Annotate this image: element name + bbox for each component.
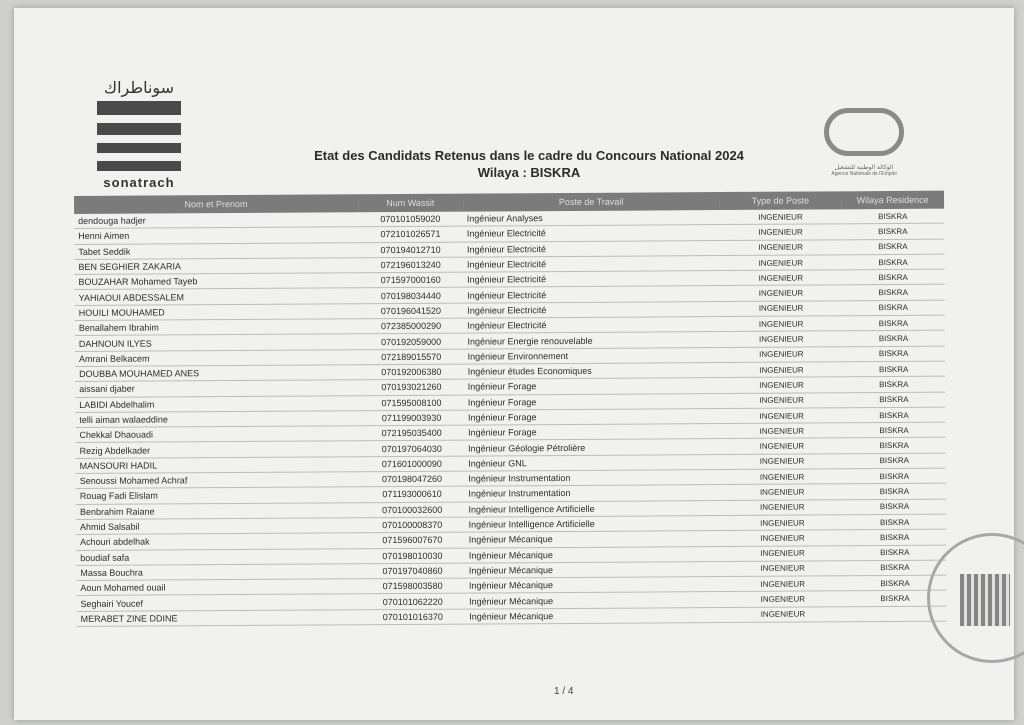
cell-wilaya: BISKRA bbox=[843, 453, 946, 469]
cell-num-wassit: 070100008370 bbox=[360, 517, 465, 533]
cell-name: MANSOURI HADIL bbox=[76, 457, 360, 474]
col-header-name: Nom et Prenom bbox=[74, 194, 358, 214]
cell-poste: Ingénieur Electricité bbox=[463, 301, 720, 318]
document-page bbox=[14, 8, 1014, 720]
cell-name: Rezig Abdelkader bbox=[76, 441, 360, 458]
cell-type: INGENIEUR bbox=[720, 239, 842, 255]
cell-wilaya: BISKRA bbox=[843, 529, 946, 545]
cell-name: Henni Aimen bbox=[74, 227, 358, 244]
cell-name: Benallahem Ibrahim bbox=[75, 319, 359, 336]
cell-name: LABIDI Abdelhalim bbox=[75, 395, 359, 412]
cell-type: INGENIEUR bbox=[722, 591, 844, 607]
cell-poste: Ingénieur Mécanique bbox=[465, 607, 722, 624]
cell-wilaya: BISKRA bbox=[844, 575, 947, 591]
cell-num-wassit: 072196013240 bbox=[358, 257, 463, 273]
cell-num-wassit: 071199003930 bbox=[359, 410, 464, 426]
cell-wilaya: BISKRA bbox=[842, 300, 945, 316]
title-line-2: Wilaya : BISKRA bbox=[477, 165, 581, 180]
cell-poste: Ingénieur Intelligence Artificielle bbox=[464, 500, 721, 517]
cell-poste: Ingénieur Mécanique bbox=[465, 561, 722, 578]
cell-name: Tabet Seddik bbox=[74, 242, 358, 259]
cell-num-wassit: 070197040860 bbox=[360, 563, 465, 579]
cell-type: INGENIEUR bbox=[721, 499, 843, 515]
cell-poste: Ingénieur Environnement bbox=[464, 347, 721, 364]
cell-type: INGENIEUR bbox=[720, 224, 842, 240]
cell-wilaya: BISKRA bbox=[843, 484, 946, 500]
cell-name: Benbrahim Raiane bbox=[76, 502, 360, 519]
cell-poste: Ingénieur Mécanique bbox=[465, 546, 722, 563]
cell-num-wassit: 072195035400 bbox=[359, 425, 464, 441]
col-header-poste: Poste de Travail bbox=[463, 192, 720, 212]
cell-num-wassit: 070194012710 bbox=[358, 242, 463, 258]
cell-type: INGENIEUR bbox=[721, 515, 843, 531]
cell-type: INGENIEUR bbox=[720, 331, 842, 347]
cell-type: INGENIEUR bbox=[722, 607, 844, 623]
cell-wilaya: BISKRA bbox=[843, 407, 946, 423]
cell-wilaya: BISKRA bbox=[842, 346, 945, 362]
cell-name: Achouri abdelhak bbox=[76, 533, 360, 550]
cell-name: telli aiman walaeddine bbox=[75, 411, 359, 428]
cell-type: INGENIEUR bbox=[721, 392, 843, 408]
cell-type: INGENIEUR bbox=[720, 301, 842, 317]
cell-poste: Ingénieur Energie renouvelable bbox=[463, 332, 720, 349]
cell-wilaya: BISKRA bbox=[842, 269, 945, 285]
cell-name: Aoun Mohamed ouail bbox=[76, 579, 360, 596]
cell-type: INGENIEUR bbox=[721, 408, 843, 424]
cell-num-wassit: 070198034440 bbox=[358, 288, 463, 304]
cell-wilaya: BISKRA bbox=[843, 499, 946, 515]
cell-type: INGENIEUR bbox=[720, 285, 842, 301]
cell-name: DAHNOUN ILYES bbox=[75, 334, 359, 351]
cell-wilaya: BISKRA bbox=[843, 545, 946, 561]
cell-type: INGENIEUR bbox=[721, 454, 843, 470]
cell-num-wassit: 071598003580 bbox=[360, 578, 465, 594]
cell-poste: Ingénieur Electricité bbox=[463, 225, 720, 242]
cell-name: BEN SEGHIER ZAKARIA bbox=[74, 258, 358, 275]
cell-wilaya: BISKRA bbox=[841, 209, 944, 224]
cell-poste: Ingénieur GNL bbox=[464, 454, 721, 471]
logo-arabic-text: سوناطراك bbox=[103, 78, 175, 97]
cell-name: MERABET ZINE DDINE bbox=[77, 609, 361, 626]
cell-num-wassit: 071595008100 bbox=[359, 395, 464, 411]
cell-type: INGENIEUR bbox=[721, 423, 843, 439]
anem-logo bbox=[809, 108, 919, 177]
cell-type: INGENIEUR bbox=[720, 346, 842, 362]
cell-wilaya: BISKRA bbox=[842, 392, 945, 408]
candidates-table bbox=[74, 191, 947, 627]
col-header-type: Type de Poste bbox=[719, 191, 841, 210]
cell-poste: Ingénieur Electricité bbox=[463, 317, 720, 334]
cell-wilaya: BISKRA bbox=[843, 438, 946, 454]
cell-name: Chekkal Dhaouadi bbox=[75, 426, 359, 443]
cell-name: boudiaf safa bbox=[76, 548, 360, 565]
document-title bbox=[264, 148, 794, 180]
cell-num-wassit: 071193000610 bbox=[360, 486, 465, 502]
cell-poste: Ingénieur Electricité bbox=[463, 271, 720, 288]
cell-num-wassit: 070193021260 bbox=[359, 379, 464, 395]
cell-poste: Ingénieur Electricité bbox=[463, 255, 720, 272]
cell-name: DOUBBA MOUHAMED ANES bbox=[75, 365, 359, 382]
cell-type: INGENIEUR bbox=[720, 316, 842, 332]
anem-arabic-text: الوكالة الوطنية للتشغيل bbox=[834, 164, 894, 171]
cell-name: Senoussi Mohamed Achraf bbox=[76, 472, 360, 489]
cell-wilaya: BISKRA bbox=[841, 223, 944, 239]
qr-code-icon bbox=[960, 574, 1010, 626]
cell-num-wassit: 072101026571 bbox=[358, 226, 463, 242]
cell-type: INGENIEUR bbox=[720, 209, 842, 225]
cell-name: HOUILI MOUHAMED bbox=[75, 304, 359, 321]
cell-wilaya: BISKRA bbox=[844, 591, 947, 607]
cell-poste: Ingénieur Forage bbox=[464, 408, 721, 425]
cell-type: INGENIEUR bbox=[722, 530, 844, 546]
cell-num-wassit: 070197064030 bbox=[359, 441, 464, 457]
cell-wilaya: BISKRA bbox=[843, 422, 946, 438]
cell-num-wassit: 071601000090 bbox=[360, 456, 465, 472]
cell-poste: Ingénieur Mécanique bbox=[465, 592, 722, 609]
cell-poste: Ingénieur Instrumentation bbox=[464, 485, 721, 502]
cell-num-wassit: 070101016370 bbox=[360, 609, 465, 625]
cell-name: Massa Bouchra bbox=[76, 564, 360, 581]
cell-name: Amrani Belkacem bbox=[75, 349, 359, 366]
cell-poste: Ingénieur Forage bbox=[464, 393, 721, 410]
title-line-1: Etat des Candidats Retenus dans le cadre du Concours National 2024 bbox=[314, 148, 744, 163]
col-header-wilaya: Wilaya Residence bbox=[841, 191, 944, 210]
cell-type: INGENIEUR bbox=[721, 469, 843, 485]
cell-type: INGENIEUR bbox=[722, 545, 844, 561]
cell-wilaya: BISKRA bbox=[843, 514, 946, 530]
col-header-num: Num Wassit bbox=[358, 194, 463, 213]
cell-wilaya: BISKRA bbox=[842, 254, 945, 270]
sonatrach-mark-icon bbox=[97, 101, 181, 171]
cell-name: Seghairi Youcef bbox=[76, 594, 360, 611]
sonatrach-logo bbox=[84, 78, 194, 190]
anem-ring-icon bbox=[824, 108, 904, 156]
cell-num-wassit: 071597000160 bbox=[358, 272, 463, 288]
cell-poste: Ingénieur Géologie Pétrolière bbox=[464, 439, 721, 456]
cell-num-wassit: 070198010030 bbox=[360, 548, 465, 564]
cell-num-wassit: 070100032600 bbox=[360, 502, 465, 518]
logo-name: sonatrach bbox=[103, 175, 175, 190]
cell-num-wassit: 070192059000 bbox=[359, 333, 464, 349]
cell-num-wassit: 071596007670 bbox=[360, 532, 465, 548]
cell-wilaya: BISKRA bbox=[843, 468, 946, 484]
cell-poste: Ingénieur Forage bbox=[464, 378, 721, 395]
cell-poste: Ingénieur Forage bbox=[464, 424, 721, 441]
cell-wilaya: BISKRA bbox=[842, 315, 945, 331]
cell-name: Ahmid Salsabil bbox=[76, 518, 360, 535]
cell-type: INGENIEUR bbox=[721, 484, 843, 500]
cell-name: BOUZAHAR Mohamed Tayeb bbox=[74, 273, 358, 290]
cell-num-wassit: 070101059020 bbox=[358, 212, 463, 227]
cell-poste: Ingénieur Mécanique bbox=[465, 531, 722, 548]
cell-wilaya: BISKRA bbox=[842, 376, 945, 392]
page-number: 1 / 4 bbox=[554, 686, 574, 697]
cell-type: INGENIEUR bbox=[721, 362, 843, 378]
cell-type: INGENIEUR bbox=[722, 576, 844, 592]
cell-num-wassit: 070101062220 bbox=[360, 594, 465, 610]
cell-poste: Ingénieur études Economiques bbox=[464, 363, 721, 380]
cell-num-wassit: 070198047260 bbox=[360, 471, 465, 487]
cell-type: INGENIEUR bbox=[722, 561, 844, 577]
cell-wilaya: BISKRA bbox=[842, 361, 945, 377]
cell-poste: Ingénieur Intelligence Artificielle bbox=[465, 515, 722, 532]
cell-name: aissani djaber bbox=[75, 380, 359, 397]
cell-wilaya: BISKRA bbox=[842, 285, 945, 301]
cell-num-wassit: 070196041520 bbox=[359, 303, 464, 319]
cell-name: YAHIAOUI ABDESSALEM bbox=[75, 288, 359, 305]
cell-num-wassit: 072189015570 bbox=[359, 349, 464, 365]
cell-poste: Ingénieur Electricité bbox=[463, 286, 720, 303]
cell-type: INGENIEUR bbox=[721, 377, 843, 393]
anem-french-text: Agence Nationale de l'Emploi bbox=[831, 171, 897, 177]
cell-name: Rouag Fadi Elislam bbox=[76, 487, 360, 504]
cell-num-wassit: 070192006380 bbox=[359, 364, 464, 380]
cell-wilaya: BISKRA bbox=[841, 239, 944, 255]
cell-poste: Ingénieur Mécanique bbox=[465, 577, 722, 594]
cell-type: INGENIEUR bbox=[720, 255, 842, 271]
cell-poste: Ingénieur Electricité bbox=[463, 240, 720, 257]
cell-wilaya: BISKRA bbox=[843, 560, 946, 576]
cell-name: dendouga hadjer bbox=[74, 212, 358, 229]
cell-wilaya: BISKRA bbox=[842, 331, 945, 347]
cell-type: INGENIEUR bbox=[721, 438, 843, 454]
cell-type: INGENIEUR bbox=[720, 270, 842, 286]
cell-num-wassit: 072385000290 bbox=[359, 318, 464, 334]
cell-poste: Ingénieur Analyses bbox=[463, 210, 720, 226]
cell-poste: Ingénieur Instrumentation bbox=[464, 470, 721, 487]
